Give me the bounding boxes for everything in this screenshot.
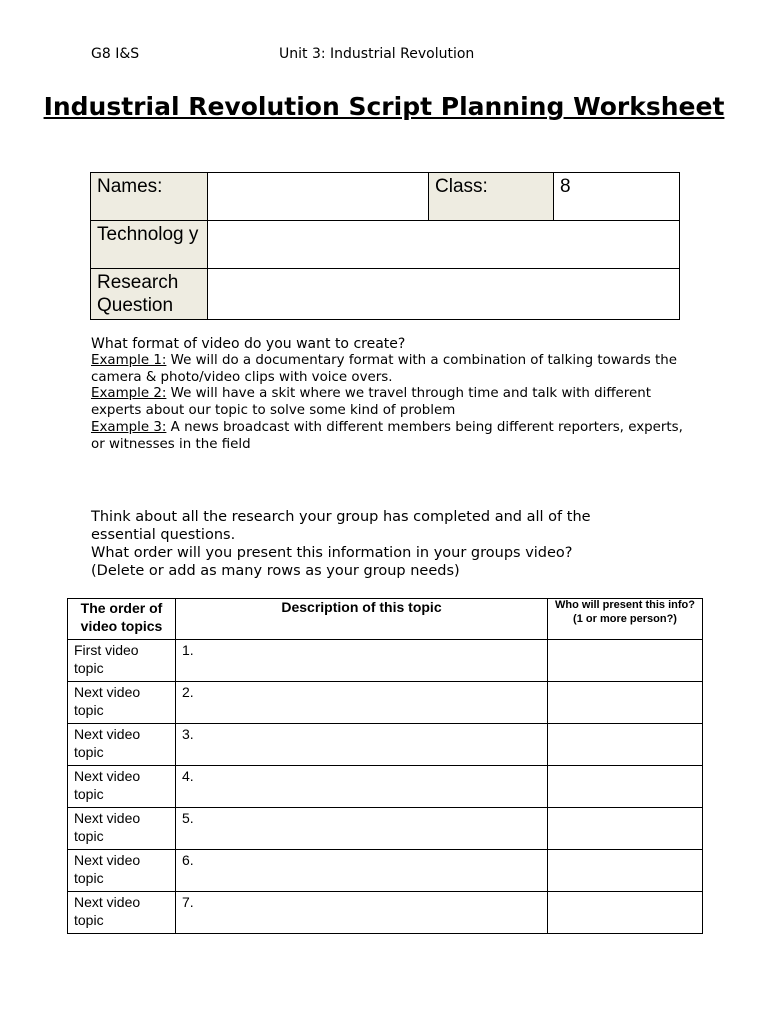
table-row [68, 808, 703, 850]
header-unit: Unit 3: Industrial Revolution [279, 46, 475, 62]
order-cell: Next video topic [68, 724, 176, 766]
order-cell: Next video topic [68, 682, 176, 724]
instruction-line: Think about all the research your group has completed and all of the essential questions. [91, 509, 591, 543]
technology-label: Technolog y [91, 221, 208, 269]
names-field[interactable] [208, 173, 429, 221]
header-course: G8 I&S [91, 46, 140, 62]
example-item [91, 386, 691, 419]
presenter-cell[interactable] [548, 682, 703, 724]
example-label: Example 2: [91, 386, 167, 402]
technology-field[interactable] [208, 221, 680, 269]
examples-list [91, 353, 691, 453]
order-cell: Next video topic [68, 892, 176, 934]
order-cell: First video topic [68, 640, 176, 682]
example-item [91, 420, 691, 453]
presenter-cell[interactable] [548, 850, 703, 892]
table-row [68, 724, 703, 766]
order-cell: Next video topic [68, 850, 176, 892]
table-row [68, 766, 703, 808]
video-topics-table [67, 598, 703, 934]
description-cell[interactable]: 5. [176, 808, 548, 850]
example-label: Example 1: [91, 353, 167, 368]
instructions [91, 508, 651, 580]
example-item [91, 353, 691, 386]
instruction-line: What order will you present this information in your groups video? [91, 545, 573, 561]
table-row [68, 682, 703, 724]
example-label: Example 3: [91, 419, 167, 435]
presenter-cell[interactable] [548, 640, 703, 682]
presenter-cell[interactable] [548, 808, 703, 850]
order-cell: Next video topic [68, 808, 176, 850]
column-header-description: Description of this topic [176, 599, 548, 640]
group-info-table [90, 172, 680, 320]
description-cell[interactable]: 2. [176, 682, 548, 724]
order-cell: Next video topic [68, 766, 176, 808]
class-field[interactable]: 8 [554, 173, 680, 221]
example-text: We will do a documentary format with a combination of talking towards the camera & photo/video clips with voice overs. [91, 353, 677, 385]
presenter-cell[interactable] [548, 766, 703, 808]
research-question-field[interactable] [208, 269, 680, 320]
column-header-presenter: Who will present this info? (1 or more person?) [548, 599, 703, 640]
instruction-line: (Delete or add as many rows as your group needs) [91, 563, 460, 579]
page-title: Industrial Revolution Script Planning Worksheet [43, 92, 725, 121]
column-header-order: The order of video topics [68, 599, 176, 640]
format-question: What format of video do you want to create? [91, 336, 406, 352]
description-cell[interactable]: 7. [176, 892, 548, 934]
table-row [68, 640, 703, 682]
presenter-cell[interactable] [548, 724, 703, 766]
names-label: Names: [91, 173, 208, 221]
description-cell[interactable]: 3. [176, 724, 548, 766]
description-cell[interactable]: 1. [176, 640, 548, 682]
example-text: A news broadcast with different members being different reporters, experts, or witnesses in the field [91, 419, 683, 452]
class-label: Class: [429, 173, 554, 221]
description-cell[interactable]: 6. [176, 850, 548, 892]
table-row [68, 892, 703, 934]
description-cell[interactable]: 4. [176, 766, 548, 808]
research-question-label: Research Question [91, 269, 208, 320]
example-text: We will have a skit where we travel through time and talk with different experts about our topic to solve some kind of problem [91, 386, 651, 419]
table-row [68, 850, 703, 892]
presenter-cell[interactable] [548, 892, 703, 934]
